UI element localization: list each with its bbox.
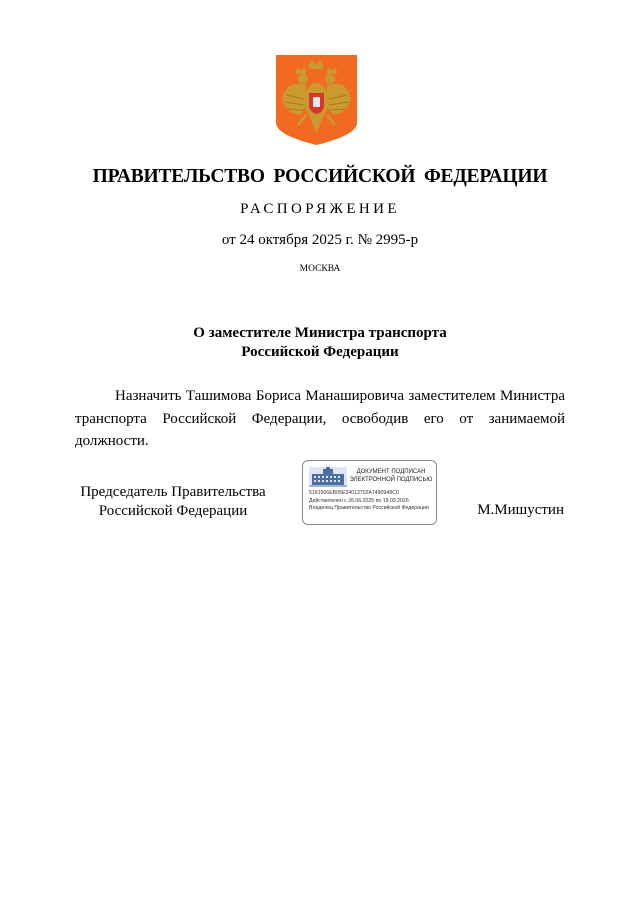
document-number: 2995-р [375, 232, 419, 248]
subject-line-1: О заместителе Министра транспорта [193, 325, 447, 341]
stamp-header-line-2: ЭЛЕКТРОННОЙ ПОДПИСЬЮ [349, 477, 433, 483]
document-subject [0, 324, 640, 362]
government-title: ПРАВИТЕЛЬСТВО РОССИЙСКОЙ ФЕДЕРАЦИИ [92, 166, 548, 187]
city-name: МОСКВА [299, 264, 341, 274]
electronic-signature-stamp [302, 460, 437, 525]
stamp-owner: Владелец Правительство Российской Федерации [309, 505, 429, 511]
number-prefix: № [357, 232, 372, 248]
stamp-header [347, 468, 435, 484]
date-prefix: от [221, 232, 236, 248]
stamp-header-line-1: ДОКУМЕНТ ПОДПИСАН [356, 469, 426, 475]
signer-name: М.Мишустин [477, 502, 564, 518]
signer-position [68, 483, 278, 521]
document-date: 24 октября 2025 г. [239, 232, 354, 248]
stamp-valid-period: Действителен с 26.06.2025 по 19.09.2026 [309, 498, 409, 504]
government-building-icon [309, 467, 347, 487]
signer-position-line-1: Председатель Правительства [80, 484, 266, 500]
stamp-certificate-number: 5161566EB05E34013702A7490948C0 [309, 490, 399, 496]
document-type: РАСПОРЯЖЕНИЕ [240, 201, 400, 217]
body-paragraph: Назначить Ташимова Бориса Манашировича заместителем Министра транспорта Российской Федерации, освободив его от занимаемой должности. [75, 388, 565, 449]
coat-of-arms-emblem-icon [276, 55, 357, 145]
document-date-number [0, 232, 640, 249]
subject-line-2: Российской Федерации [241, 344, 399, 360]
signer-position-line-2: Российской Федерации [98, 503, 248, 519]
